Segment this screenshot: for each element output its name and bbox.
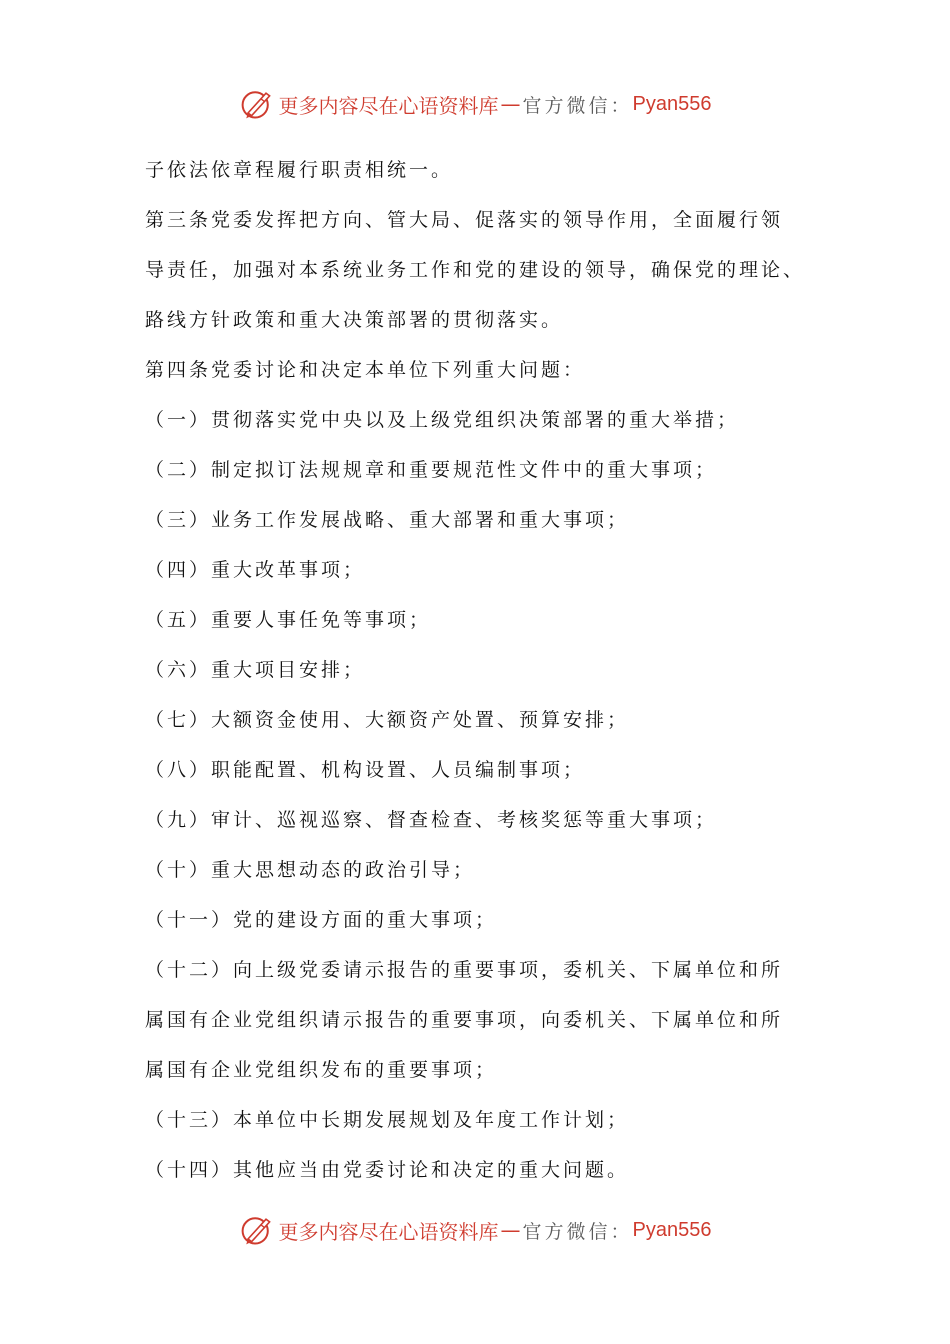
pen-logo-icon: [239, 1212, 275, 1248]
banner-wechat-id: Pyan556: [632, 1218, 712, 1241]
banner-wechat-id: Pyan556: [632, 92, 712, 115]
document-body: [145, 145, 825, 1195]
banner-wechat-label: 官方微信：: [522, 1220, 633, 1243]
body-line: （十四）其他应当由党委讨论和决定的重大问题。: [145, 1159, 630, 1181]
body-line: （十）重大思想动态的政治引导；: [145, 859, 476, 881]
body-line: 属国有企业党组织发布的重要事项；: [145, 1059, 498, 1081]
header-banner: [0, 84, 950, 124]
banner-site-name: 更多内容尽在心语资料库: [278, 93, 499, 118]
body-line: 第三条党委发挥把方向、管大局、促落实的领导作用，全面履行领: [145, 209, 784, 231]
pen-logo-icon: [239, 86, 275, 122]
body-line: （四）重大改革事项；: [145, 559, 366, 581]
banner-dash: —: [500, 92, 521, 116]
body-line: （十三）本单位中长期发展规划及年度工作计划；: [145, 1109, 630, 1131]
body-line: （八）职能配置、机构设置、人员编制事项；: [145, 759, 586, 781]
body-line: 第四条党委讨论和决定本单位下列重大问题：: [145, 359, 586, 381]
body-line: （六）重大项目安排；: [145, 659, 366, 681]
body-line: 路线方针政策和重大决策部署的贯彻落实。: [145, 309, 564, 331]
body-line: （三）业务工作发展战略、重大部署和重大事项；: [145, 509, 630, 531]
body-line: （十一）党的建设方面的重大事项；: [145, 909, 498, 931]
body-line: （五）重要人事任免等事项；: [145, 609, 432, 631]
body-line: （二）制定拟订法规规章和重要规范性文件中的重大事项；: [145, 459, 718, 481]
banner-wechat-label: 官方微信：: [522, 94, 633, 117]
body-line: （十二）向上级党委请示报告的重要事项，委机关、下属单位和所: [145, 959, 784, 981]
body-line: 子依法依章程履行职责相统一。: [145, 159, 454, 181]
footer-banner: [0, 1210, 950, 1250]
body-line: 属国有企业党组织请示报告的重要事项，向委机关、下属单位和所: [145, 1009, 784, 1031]
banner-site-name: 更多内容尽在心语资料库: [278, 1219, 499, 1244]
body-line: （九）审计、巡视巡察、督查检查、考核奖惩等重大事项；: [145, 809, 718, 831]
body-line: （七）大额资金使用、大额资产处置、预算安排；: [145, 709, 630, 731]
body-line: （一）贯彻落实党中央以及上级党组织决策部署的重大举措；: [145, 409, 740, 431]
body-line: 导责任，加强对本系统业务工作和党的建设的领导，确保党的理论、: [145, 259, 806, 281]
banner-dash: —: [500, 1218, 521, 1242]
